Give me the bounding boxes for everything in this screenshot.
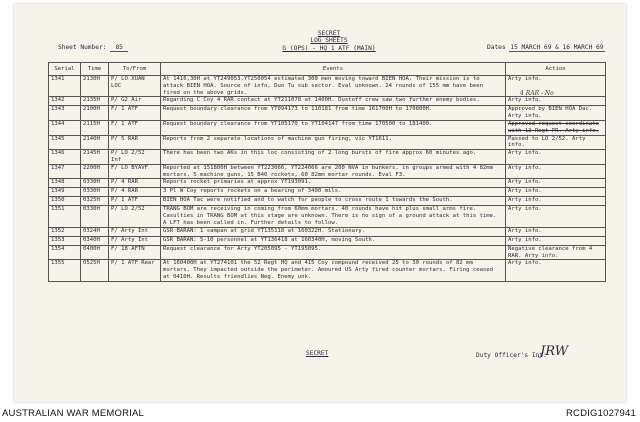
table-row [49, 206, 606, 227]
row-serial: 1344 [49, 120, 81, 135]
table-row [49, 97, 606, 106]
row-time: 0330H [81, 188, 109, 197]
col-to-from: To/From [109, 63, 161, 76]
row-to-from: F/ 1 ATF [109, 106, 161, 121]
row-serial: 1353 [49, 236, 81, 245]
table-row [49, 260, 606, 281]
row-serial: 1345 [49, 135, 81, 150]
row-to-from: F/ 1 ATF [109, 120, 161, 135]
row-to-from: P/ 4 RAR [109, 179, 161, 188]
row-serial: 1349 [49, 188, 81, 197]
row-serial: 1347 [49, 164, 81, 179]
dates [487, 44, 605, 52]
row-action: Arty info. [506, 206, 606, 227]
row-time: 0330H [81, 179, 109, 188]
table-row [49, 135, 606, 150]
row-to-from: P/ 5 RAR [109, 135, 161, 150]
row-to-from: P/ LO XUAN LOC [109, 76, 161, 97]
signature [540, 344, 568, 359]
row-time: 2140H [81, 135, 109, 150]
row-serial: 1350 [49, 197, 81, 206]
row-serial: 1351 [49, 206, 81, 227]
row-action: Arty info. [506, 97, 606, 106]
row-to-from: F/ Arty Int [109, 227, 161, 236]
sheet-number-label: Sheet Number: [58, 44, 107, 51]
row-action: Arty info. [506, 188, 606, 197]
row-action: Arty info. [506, 76, 606, 97]
row-action: Arty info. [506, 164, 606, 179]
row-serial: 1343 [49, 106, 81, 121]
col-events: Events [161, 63, 506, 76]
row-event: At 1416,30H at YT249053,YT250054 estimated 300 men moving toward BIEN HOA. Their mission is to attack BIEN HOA. Source of info, Duo Tu sub sector. Eval unknown. 24 rounds of 155 mm have been fired on the above grids. [161, 76, 506, 97]
duty-officer-initials [476, 352, 547, 359]
row-action: Arty info. [506, 197, 606, 206]
row-action: Approved request coordinate with 12 Regt PR. Arty info. [506, 120, 606, 135]
row-event: Reports from 2 separate locations of machine gun firing, vic YT1611. [161, 135, 506, 150]
row-serial: 1342 [49, 97, 81, 106]
row-time: 0525H [81, 260, 109, 281]
row-time: 2130H [81, 76, 109, 97]
row-to-from: P/ LO 2/52 [109, 206, 161, 227]
row-to-from: P/ G2 Air [109, 97, 161, 106]
table-row [49, 150, 606, 165]
credit-source: AUSTRALIAN WAR MEMORIAL [2, 408, 145, 419]
row-action: Arty info. [506, 150, 606, 165]
row-serial: 1352 [49, 227, 81, 236]
duty-officer-label: Duty Officer's Int: [476, 352, 547, 359]
row-event: At 160400H at YT274101 the 52 Regt HQ and 415 Coy compound received 25 to 30 rounds of 82 mm mortars. They impacted outside the perimeter. Amoured US Arty fired counter mortars. Firing ceased at 0410H. Results friendlies Neg. Enemy unk. [161, 260, 506, 281]
row-serial: 1341 [49, 76, 81, 97]
row-event: BIEN HOA Tac were notified and to watch for people to cross route 1 towards the South. [161, 197, 506, 206]
table-row [49, 197, 606, 206]
row-to-from: P/ 4 RAR [109, 188, 161, 197]
credit-id: RCDIG1027941 [566, 408, 636, 419]
dates-value: 15 MARCH 69 & 16 MARCH 69 [510, 44, 604, 51]
row-time: 0400H [81, 245, 109, 260]
security-classification-bottom: SECRET [306, 350, 329, 357]
row-time: 0324H [81, 227, 109, 236]
row-to-from: P/ LO 2/52 Inf [109, 150, 161, 165]
row-event: Request boundary clearance from YT105170 to YT104147 from time 170500 to 181400. [161, 120, 506, 135]
table-row [49, 164, 606, 179]
table-row [49, 120, 606, 135]
row-action: Passed to LO 2/52. Arty info. [506, 135, 606, 150]
unit-header: G (OPS) - HQ 1 ATF (MAIN) [282, 45, 376, 52]
row-time: 0330H [81, 206, 109, 227]
table-row [49, 106, 606, 121]
row-event: Request clearance for Arty YT205095 - YT195095. [161, 245, 506, 260]
table-row [49, 179, 606, 188]
signature-text: JRW [540, 344, 569, 359]
handwritten-note: 4 RAR - No [520, 90, 554, 97]
row-to-from: F/ LO BYAVF [109, 164, 161, 179]
row-event: Reported at 151800H between YT223066, YT224066 are 200 NVA in bunkers, in groups armed with 4 82mm mortars, 5 machine guns, 15 B40 rockets, 60 82mm mortar rounds. Eval F3. [161, 164, 506, 179]
sheet-number [58, 44, 128, 52]
row-to-from: P/ 1 ATF [109, 197, 161, 206]
row-serial: 1348 [49, 179, 81, 188]
row-time: 2100H [81, 106, 109, 121]
row-action: Negative clearance from 4 RAR. Arty info. [506, 245, 606, 260]
col-action: Action [506, 63, 606, 76]
sheet-number-value: 85 [110, 44, 128, 52]
row-to-from: P/ 1 ATF Rear [109, 260, 161, 281]
row-event: TRANG BOM are receiving in coming from 60mm mortars. 40 rounds have hit plus small arms fire. Casulties in TRANG BOM at this stage are unknown. There is no sign of a ground attack at this time. A LFT has been called in. Further details to follow. [161, 206, 506, 227]
table-row [49, 227, 606, 236]
row-event: GSR BARAN: 1 sampan at grid YT135118 at 160322H. Stationary. [161, 227, 506, 236]
row-time: 2200H [81, 164, 109, 179]
row-event: There has been two AKs in this loc consisting of 2 long bursts of fire approx 60 minutes ago. [161, 150, 506, 165]
row-time: 2135H [81, 97, 109, 106]
row-event: Reports rocket primaries at approx YT193091. [161, 179, 506, 188]
row-time: 2145H [81, 150, 109, 165]
row-time: 0340H [81, 236, 109, 245]
log-sheet-page [14, 4, 626, 402]
row-action: Arty info. [506, 227, 606, 236]
log-table-header [49, 63, 606, 76]
row-action: Arty info. [506, 260, 606, 281]
row-to-from: F/ 18 AFTN [109, 245, 161, 260]
log-table-body [49, 76, 606, 282]
table-row [49, 188, 606, 197]
row-serial: 1354 [49, 245, 81, 260]
security-classification-top: SECRET [317, 30, 341, 37]
row-event: Regarding C Coy 4 RAR contact at YT211078 at 1400H. Dustoff crew saw two further enemy bodies. [161, 97, 506, 106]
table-row [49, 236, 606, 245]
row-time: 0325H [81, 197, 109, 206]
row-time: 2115H [81, 120, 109, 135]
row-to-from: F/ Arty Int [109, 236, 161, 245]
row-action: Arty info. [506, 236, 606, 245]
log-title: LOG SHEETS [310, 37, 348, 44]
row-event: GSR BARAN: 5-10 personnel at YT136418 at 160340H, moving South. [161, 236, 506, 245]
row-serial: 1355 [49, 260, 81, 281]
col-serial: Serial [49, 63, 81, 76]
row-event: 3 Pl W Coy reports rockets on a bearing of 3400 mils. [161, 188, 506, 197]
row-action: Arty info. [506, 179, 606, 188]
row-event: Request boundary clearance from YT094173 to 110181 from time 161700H to 170800H. [161, 106, 506, 121]
table-row [49, 245, 606, 260]
col-time: Time [81, 63, 109, 76]
row-action: Approved by BIEN HOA Dac. Arty info. [506, 106, 606, 121]
dates-label: Dates [487, 44, 506, 51]
row-serial: 1346 [49, 150, 81, 165]
